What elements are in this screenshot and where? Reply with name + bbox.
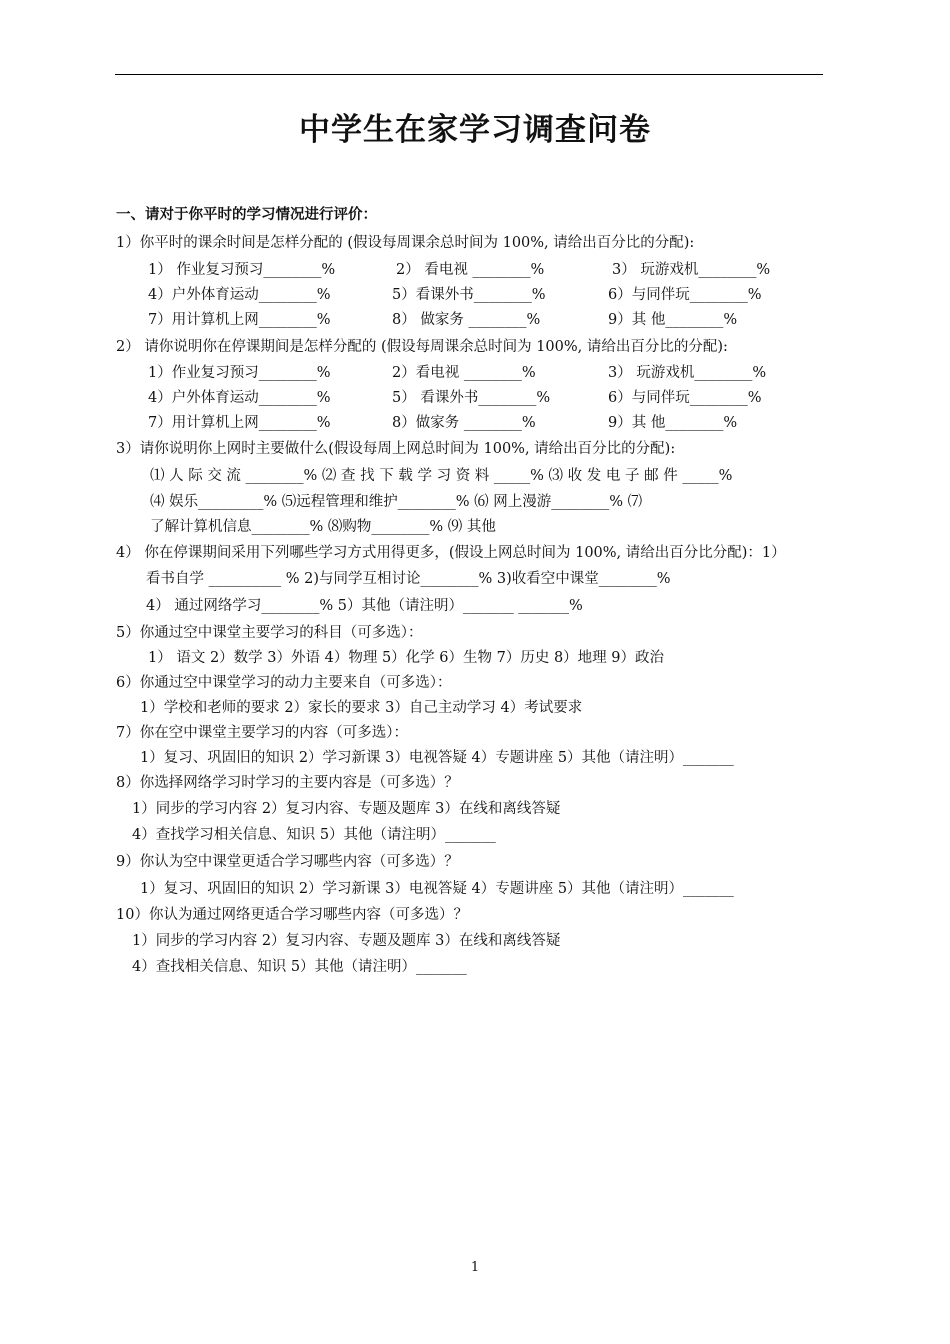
question-8: 8）你选择网络学习时学习的主要内容是（可多选）？ [116,775,459,791]
q3-options-line-1: ⑴ 人 际 交 流 ________% ⑵ 查 找 下 载 学 习 资 料 _____% ⑶ 收 发 电 子 邮 件 _____% [150,468,733,484]
q2-option-2: 2）看电视 ________% [392,365,536,381]
q1-option-5: 5）看课外书________% [392,287,546,303]
header-rule [115,74,823,75]
question-2: 2） 请你说明你在停课期间是怎样分配的 (假设每周课余总时间为 100%, 请给出百分比的分配): [116,339,728,355]
q6-options: 1）学校和老师的要求 2）家长的要求 3）自己主动学习 4）考试要求 [140,700,583,716]
q4-options-line-2: 4） 通过网络学习________% 5）其他（请注明）_______ _______% [146,598,583,614]
q2-option-8: 8）做家务 ________% [392,415,536,431]
q2-option-7: 7）用计算机上网________% [148,415,331,431]
q10-options-line-1: 1）同步的学习内容 2）复习内容、专题及题库 3）在线和离线答疑 [132,933,561,949]
q2-option-3: 3） 玩游戏机________% [608,365,767,381]
q7-options: 1）复习、巩固旧的知识 2）学习新课 3）电视答疑 4）专题讲座 5）其他（请注明）_______ [140,750,734,766]
q2-option-4: 4）户外体育运动________% [148,390,331,406]
page-number: 1 [470,1260,480,1275]
question-10: 10）你认为通过网络更适合学习哪些内容（可多选）？ [116,907,468,923]
q3-options-line-2: ⑷ 娱乐_________% ⑸远程管理和维护________% ⑹ 网上漫游________% ⑺ [150,494,643,510]
q9-options: 1）复习、巩固旧的知识 2）学习新课 3）电视答疑 4）专题讲座 5）其他（请注明）_______ [140,881,734,897]
q2-option-1: 1）作业复习预习________% [148,365,331,381]
question-6: 6）你通过空中课堂学习的动力主要来自（可多选）： [116,675,452,691]
q1-option-9: 9）其 他________% [608,312,738,328]
q4-options-line-1: 看书自学 __________ % 2)与同学互相讨论________% 3)收看空中课堂________% [146,571,671,587]
q2-option-6: 6）与同伴玩________% [608,390,762,406]
q8-options-line-1: 1）同步的学习内容 2）复习内容、专题及题库 3）在线和离线答疑 [132,801,561,817]
q1-option-3: 3） 玩游戏机________% [612,262,771,278]
q1-option-8: 8） 做家务 ________% [392,312,541,328]
question-3: 3）请你说明你上网时主要做什么(假设每周上网总时间为 100%, 请给出百分比的分配): [116,441,676,457]
page-title: 中学生在家学习调查问卷 [299,112,651,148]
q5-options: 1） 语文 2）数学 3）外语 4）物理 5）化学 6）生物 7）历史 8）地理 9）政治 [148,650,665,666]
question-5: 5）你通过空中课堂主要学习的科目（可多选）： [116,625,423,641]
q3-options-line-3: 了解计算机信息________% ⑻购物________% ⑼ 其他 [150,519,496,535]
q1-option-2: 2） 看电视 ________% [396,262,545,278]
question-4: 4） 你在停课期间采用下列哪些学习方式用得更多，(假设上网总时间为 100%, 请给出百分比分配)：1） [116,545,786,561]
question-9: 9）你认为空中课堂更适合学习哪些内容（可多选）？ [116,854,459,870]
section-heading: 一、请对于你平时的学习情况进行评价： [116,207,377,223]
q2-option-5: 5） 看课外书________% [392,390,551,406]
q10-options-line-2: 4）查找相关信息、知识 5）其他（请注明）_______ [132,959,467,975]
q2-option-9: 9）其 他________% [608,415,738,431]
q1-option-7: 7）用计算机上网________% [148,312,331,328]
q8-options-line-2: 4）查找学习相关信息、知识 5）其他（请注明）_______ [132,827,496,843]
q1-option-4: 4）户外体育运动________% [148,287,331,303]
q1-option-6: 6）与同伴玩________% [608,287,762,303]
question-7: 7）你在空中课堂主要学习的内容（可多选）： [116,725,408,741]
q1-option-1: 1） 作业复习预习________% [148,262,336,278]
question-1: 1）你平时的课余时间是怎样分配的 (假设每周课余总时间为 100%, 请给出百分比的分配): [116,235,695,251]
